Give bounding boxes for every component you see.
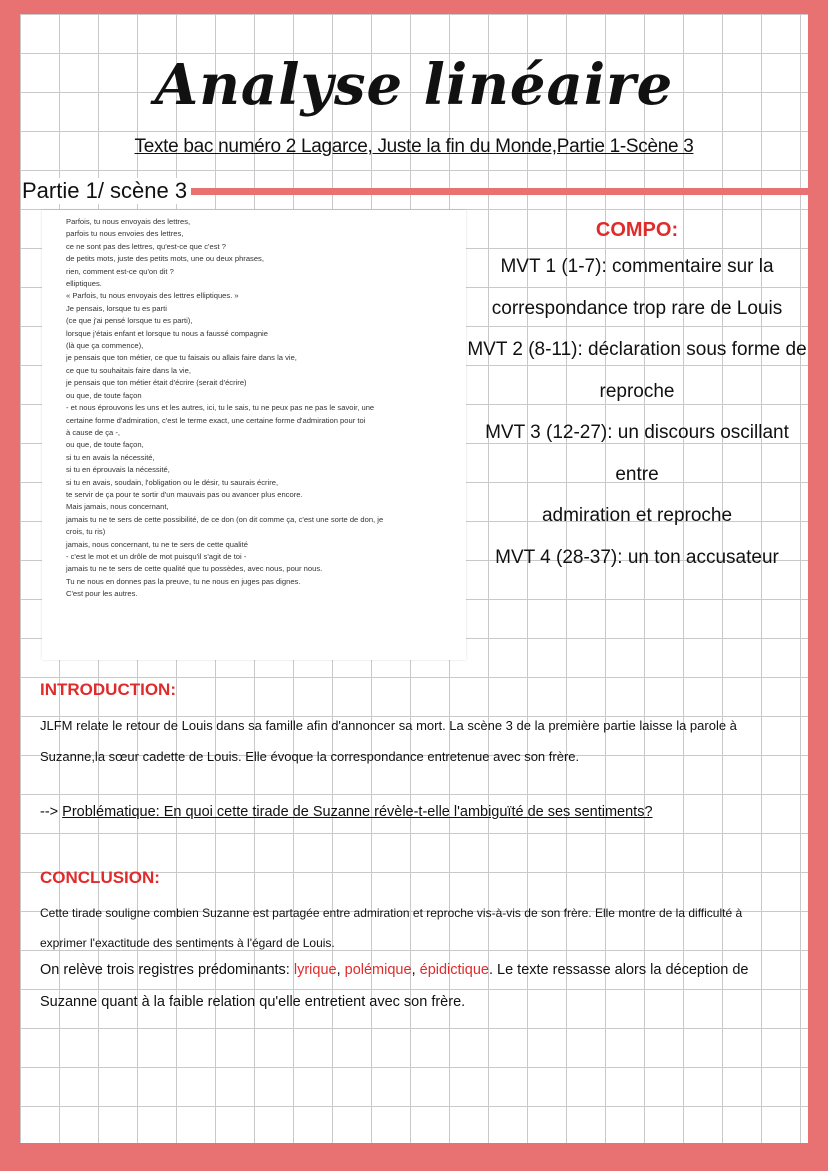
- excerpt-line: - et nous éprouvons les uns et les autres, ici, tu le sais, tu ne peux pas ne pas le savoir, une: [66, 403, 375, 413]
- excerpt-line: jamais tu ne te sers de cette possibilité, de ce don (on dit comme ça, c'est une sorte de don, je: [66, 514, 384, 524]
- conclusion-text-2: [40, 954, 785, 1018]
- compo-line: reproche: [599, 380, 675, 402]
- compo-line: MVT 2 (8-11): déclaration sous forme de: [467, 339, 807, 360]
- excerpt-line: parfois tu nous envoies des lettres,: [66, 229, 184, 239]
- problematique-line: [40, 800, 785, 824]
- compo-line: MVT 3 (12-27): un discours oscillant entre: [485, 422, 789, 485]
- excerpt-line: à cause de ça -,: [66, 427, 121, 437]
- conclusion-heading: CONCLUSION:: [40, 868, 160, 887]
- section-label: Partie 1/ scène 3: [22, 178, 191, 204]
- grid-paper-sheet: [20, 14, 808, 1143]
- excerpt-line: Je pensais, lorsque tu es parti: [66, 303, 167, 313]
- excerpt-line: jamais tu ne te sers de cette qualité que tu possèdes, avec nous, pour nous.: [66, 564, 323, 574]
- source-text-excerpt: [42, 210, 466, 660]
- excerpt-line: te servir de ça pour te sortir d'un mauvais pas ou avancer plus encore.: [66, 489, 303, 499]
- excerpt-line: si tu en avais la nécessité,: [66, 452, 155, 462]
- arrow-icon: -->: [40, 804, 59, 820]
- excerpt-line: elliptiques.: [66, 279, 102, 289]
- excerpt-line: je pensais que ton métier était d'écrire (serait d'écrire): [66, 378, 247, 388]
- conclusion-text-2-end: . Le texte ressasse alors la déception de Suzanne quant à la faible relation qu'elle entretient avec son frère.: [40, 962, 749, 1010]
- problematique-text: Problématique: En quoi cette tirade de Suzanne révèle-t-elle l'ambiguïté de ses sentiments?: [62, 804, 653, 820]
- section-divider-bar: [188, 188, 808, 195]
- excerpt-line: jamais, nous concernant, tu ne te sers de cette qualité: [66, 539, 248, 549]
- excerpt-line: C'est pour les autres.: [66, 589, 138, 599]
- register-epidictique: épidictique: [419, 962, 489, 978]
- composition-block: [466, 219, 808, 578]
- introduction-text: JLFM relate le retour de Louis dans sa famille afin d'annoncer sa mort. La scène 3 de la première partie laisse la parole à Suzanne,la sœur cadette de Louis. Elle évoque la correspondance entretenue avec son frère.: [40, 718, 737, 764]
- excerpt-line: (ce que j'ai pensé lorsque tu es parti),: [66, 316, 193, 326]
- page-title: Analyse linéaire: [154, 52, 674, 118]
- compo-line: MVT 4 (28-37): un ton accusateur: [495, 546, 779, 568]
- excerpt-line: ou que, de toute façon: [66, 390, 142, 400]
- register-separator: ,: [411, 962, 420, 978]
- compo-line: admiration et reproche: [541, 505, 733, 526]
- compo-line: MVT 1 (1-7): commentaire sur la: [500, 256, 774, 277]
- compo-line: correspondance trop rare de Louis: [491, 297, 783, 319]
- excerpt-line: ce ne sont pas des lettres, qu'est-ce que c'est ?: [66, 241, 226, 251]
- excerpt-line: crois, tu ris): [66, 527, 106, 537]
- excerpt-line: (là que ça commence),: [66, 341, 144, 351]
- excerpt-line: de petits mots, juste des petits mots, une ou deux phrases,: [66, 254, 264, 264]
- compo-heading: COMPO:: [595, 219, 679, 241]
- excerpt-line: si tu en éprouvais la nécessité,: [66, 465, 170, 475]
- excerpt-line: certaine forme d'admiration, c'est le terme exact, une certaine forme d'admiration pour toi: [66, 415, 366, 425]
- register-separator: ,: [336, 962, 345, 978]
- excerpt-line: - c'est le mot et un drôle de mot puisqu'il s'agit de toi -: [66, 551, 247, 561]
- excerpt-line: ce que tu souhaitais faire dans la vie,: [66, 365, 191, 375]
- conclusion-text-2-start: On relève trois registres prédominants:: [40, 962, 294, 978]
- excerpt-line: Parfois, tu nous envoyais des lettres,: [66, 217, 191, 226]
- excerpt-line: « Parfois, tu nous envoyais des lettres elliptiques. »: [66, 291, 239, 301]
- register-lyrique: lyrique: [293, 962, 337, 978]
- excerpt-line: ou que, de toute façon,: [66, 440, 144, 450]
- excerpt-line: je pensais que ton métier, ce que tu faisais ou allais faire dans la vie,: [66, 353, 297, 363]
- conclusion-text-1: Cette tirade souligne combien Suzanne est partagée entre admiration et reproche vis-à-vis de son frère. Elle montre de la difficulté à exprimer l'exactitude des sentiments à l'égard de Louis.: [40, 906, 743, 950]
- excerpt-line: rien, comment est-ce qu'on dit ?: [66, 266, 174, 276]
- excerpt-line: Tu ne nous en donnes pas la preuve, tu ne nous en juges pas dignes.: [66, 576, 301, 586]
- excerpt-line: si tu en avais, soudain, l'obligation ou le désir, tu saurais écrire,: [66, 477, 279, 487]
- excerpt-line: lorsque j'étais enfant et lorsque tu nous a faussé compagnie: [66, 328, 268, 338]
- page-subtitle: Texte bac numéro 2 Lagarce, Juste la fin du Monde,Partie 1-Scène 3: [134, 136, 694, 157]
- excerpt-line: Mais jamais, nous concernant,: [66, 502, 169, 512]
- introduction-heading: INTRODUCTION:: [40, 680, 176, 699]
- register-polemique: polémique: [344, 962, 412, 978]
